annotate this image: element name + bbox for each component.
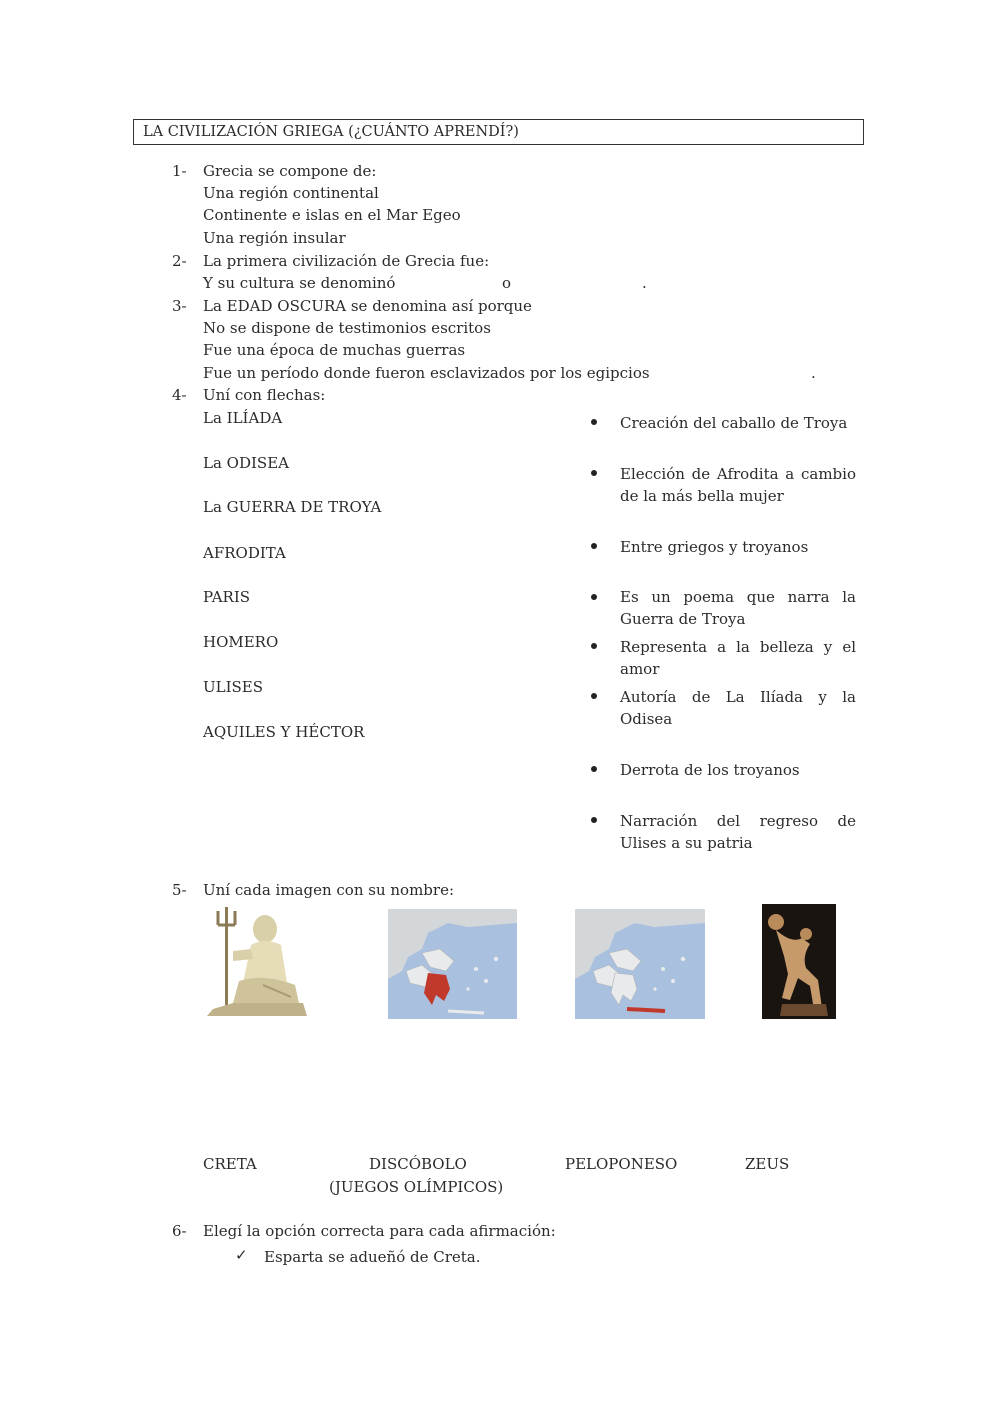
q1-option-1[interactable]: Una región continental bbox=[203, 184, 379, 202]
q2-or: o bbox=[502, 274, 512, 292]
bullet-icon bbox=[591, 543, 597, 549]
peloponeso-map-image[interactable] bbox=[388, 909, 517, 1019]
q5-name-peloponeso[interactable]: PELOPONESO bbox=[565, 1155, 678, 1173]
q4-left-iliada[interactable]: La ILÍADA bbox=[203, 409, 283, 427]
q6-number: 6- bbox=[172, 1222, 187, 1240]
q5-name-zeus[interactable]: ZEUS bbox=[745, 1155, 790, 1173]
q4-right-8[interactable]: Narración del regreso de Ulises a su patria bbox=[620, 812, 856, 852]
q4-left-ulises[interactable]: ULISES bbox=[203, 678, 264, 696]
bullet-icon bbox=[591, 693, 597, 699]
q4-left-odisea[interactable]: La ODISEA bbox=[203, 454, 289, 472]
q6-prompt: Elegí la opción correcta para cada afirmación: bbox=[203, 1222, 556, 1240]
poseidon-statue-image[interactable] bbox=[203, 903, 311, 1018]
q4-right-2[interactable]: Elección de Afrodita a cambio de la más bella mujer bbox=[620, 465, 856, 505]
q4-right-1[interactable]: Creación del caballo de Troya bbox=[620, 414, 848, 432]
q5-name-creta[interactable]: CRETA bbox=[203, 1155, 257, 1173]
q1-option-2[interactable]: Continente e islas en el Mar Egeo bbox=[203, 206, 461, 224]
creta-map-image[interactable] bbox=[575, 909, 705, 1019]
q3-prompt: La EDAD OSCURA se denomina así porque bbox=[203, 297, 532, 315]
bullet-icon bbox=[591, 594, 597, 600]
q5-prompt: Uní cada imagen con su nombre: bbox=[203, 881, 455, 899]
bullet-icon bbox=[591, 766, 597, 772]
bullet-icon bbox=[591, 470, 597, 476]
q3-option-1[interactable]: No se dispone de testimonios escritos bbox=[203, 319, 491, 337]
q3-number: 3- bbox=[172, 297, 187, 315]
q2-dot: . bbox=[642, 274, 647, 292]
q4-right-3[interactable]: Entre griegos y troyanos bbox=[620, 538, 809, 556]
q4-left-aquiles-hector[interactable]: AQUILES Y HÉCTOR bbox=[203, 723, 365, 741]
checkmark-icon: ✓ bbox=[235, 1246, 248, 1264]
q1-prompt: Grecia se compone de: bbox=[203, 162, 377, 180]
peloponeso-map-illustration bbox=[388, 909, 517, 1019]
q4-right-4[interactable]: Es un poema que narra la Guerra de Troya bbox=[620, 588, 856, 628]
statue-illustration bbox=[203, 903, 311, 1018]
q2-prompt: La primera civilización de Grecia fue: bbox=[203, 252, 490, 270]
bullet-icon bbox=[591, 419, 597, 425]
bullet-icon bbox=[591, 643, 597, 649]
q4-left-afrodita[interactable]: AFRODITA bbox=[203, 544, 286, 562]
q3-dot: . bbox=[811, 364, 816, 382]
q4-left-guerra[interactable]: La GUERRA DE TROYA bbox=[203, 498, 382, 516]
q3-option-2[interactable]: Fue una época de muchas guerras bbox=[203, 341, 466, 359]
bullet-icon bbox=[591, 817, 597, 823]
q5-name-juegos-olimpicos: (JUEGOS OLÍMPICOS) bbox=[329, 1178, 504, 1196]
q4-left-homero[interactable]: HOMERO bbox=[203, 633, 279, 651]
q1-number: 1- bbox=[172, 162, 187, 180]
q6-statement: Esparta se adueñó de Creta. bbox=[264, 1248, 481, 1266]
creta-map-illustration bbox=[575, 909, 705, 1019]
q1-option-3[interactable]: Una región insular bbox=[203, 229, 346, 247]
q5-number: 5- bbox=[172, 881, 187, 899]
q5-name-discobolo[interactable]: DISCÓBOLO bbox=[369, 1155, 467, 1173]
q4-prompt: Uní con flechas: bbox=[203, 386, 326, 404]
title-box bbox=[133, 119, 864, 145]
q2-number: 2- bbox=[172, 252, 187, 270]
q4-right-7[interactable]: Derrota de los troyanos bbox=[620, 761, 800, 779]
q4-number: 4- bbox=[172, 386, 187, 404]
q2-line2: Y su cultura se denominó bbox=[203, 274, 396, 292]
q4-left-paris[interactable]: PARIS bbox=[203, 588, 251, 606]
q4-right-6[interactable]: Autoría de La Ilíada y la Odisea bbox=[620, 688, 856, 728]
discobolus-illustration bbox=[762, 904, 836, 1019]
q3-option-3[interactable]: Fue un período donde fueron esclavizados por los egipcios bbox=[203, 364, 650, 382]
discobolo-statue-image[interactable] bbox=[762, 904, 836, 1019]
page-title: LA CIVILIZACIÓN GRIEGA (¿CUÁNTO APRENDÍ?) bbox=[143, 124, 519, 140]
q4-right-5[interactable]: Representa a la belleza y el amor bbox=[620, 638, 856, 678]
